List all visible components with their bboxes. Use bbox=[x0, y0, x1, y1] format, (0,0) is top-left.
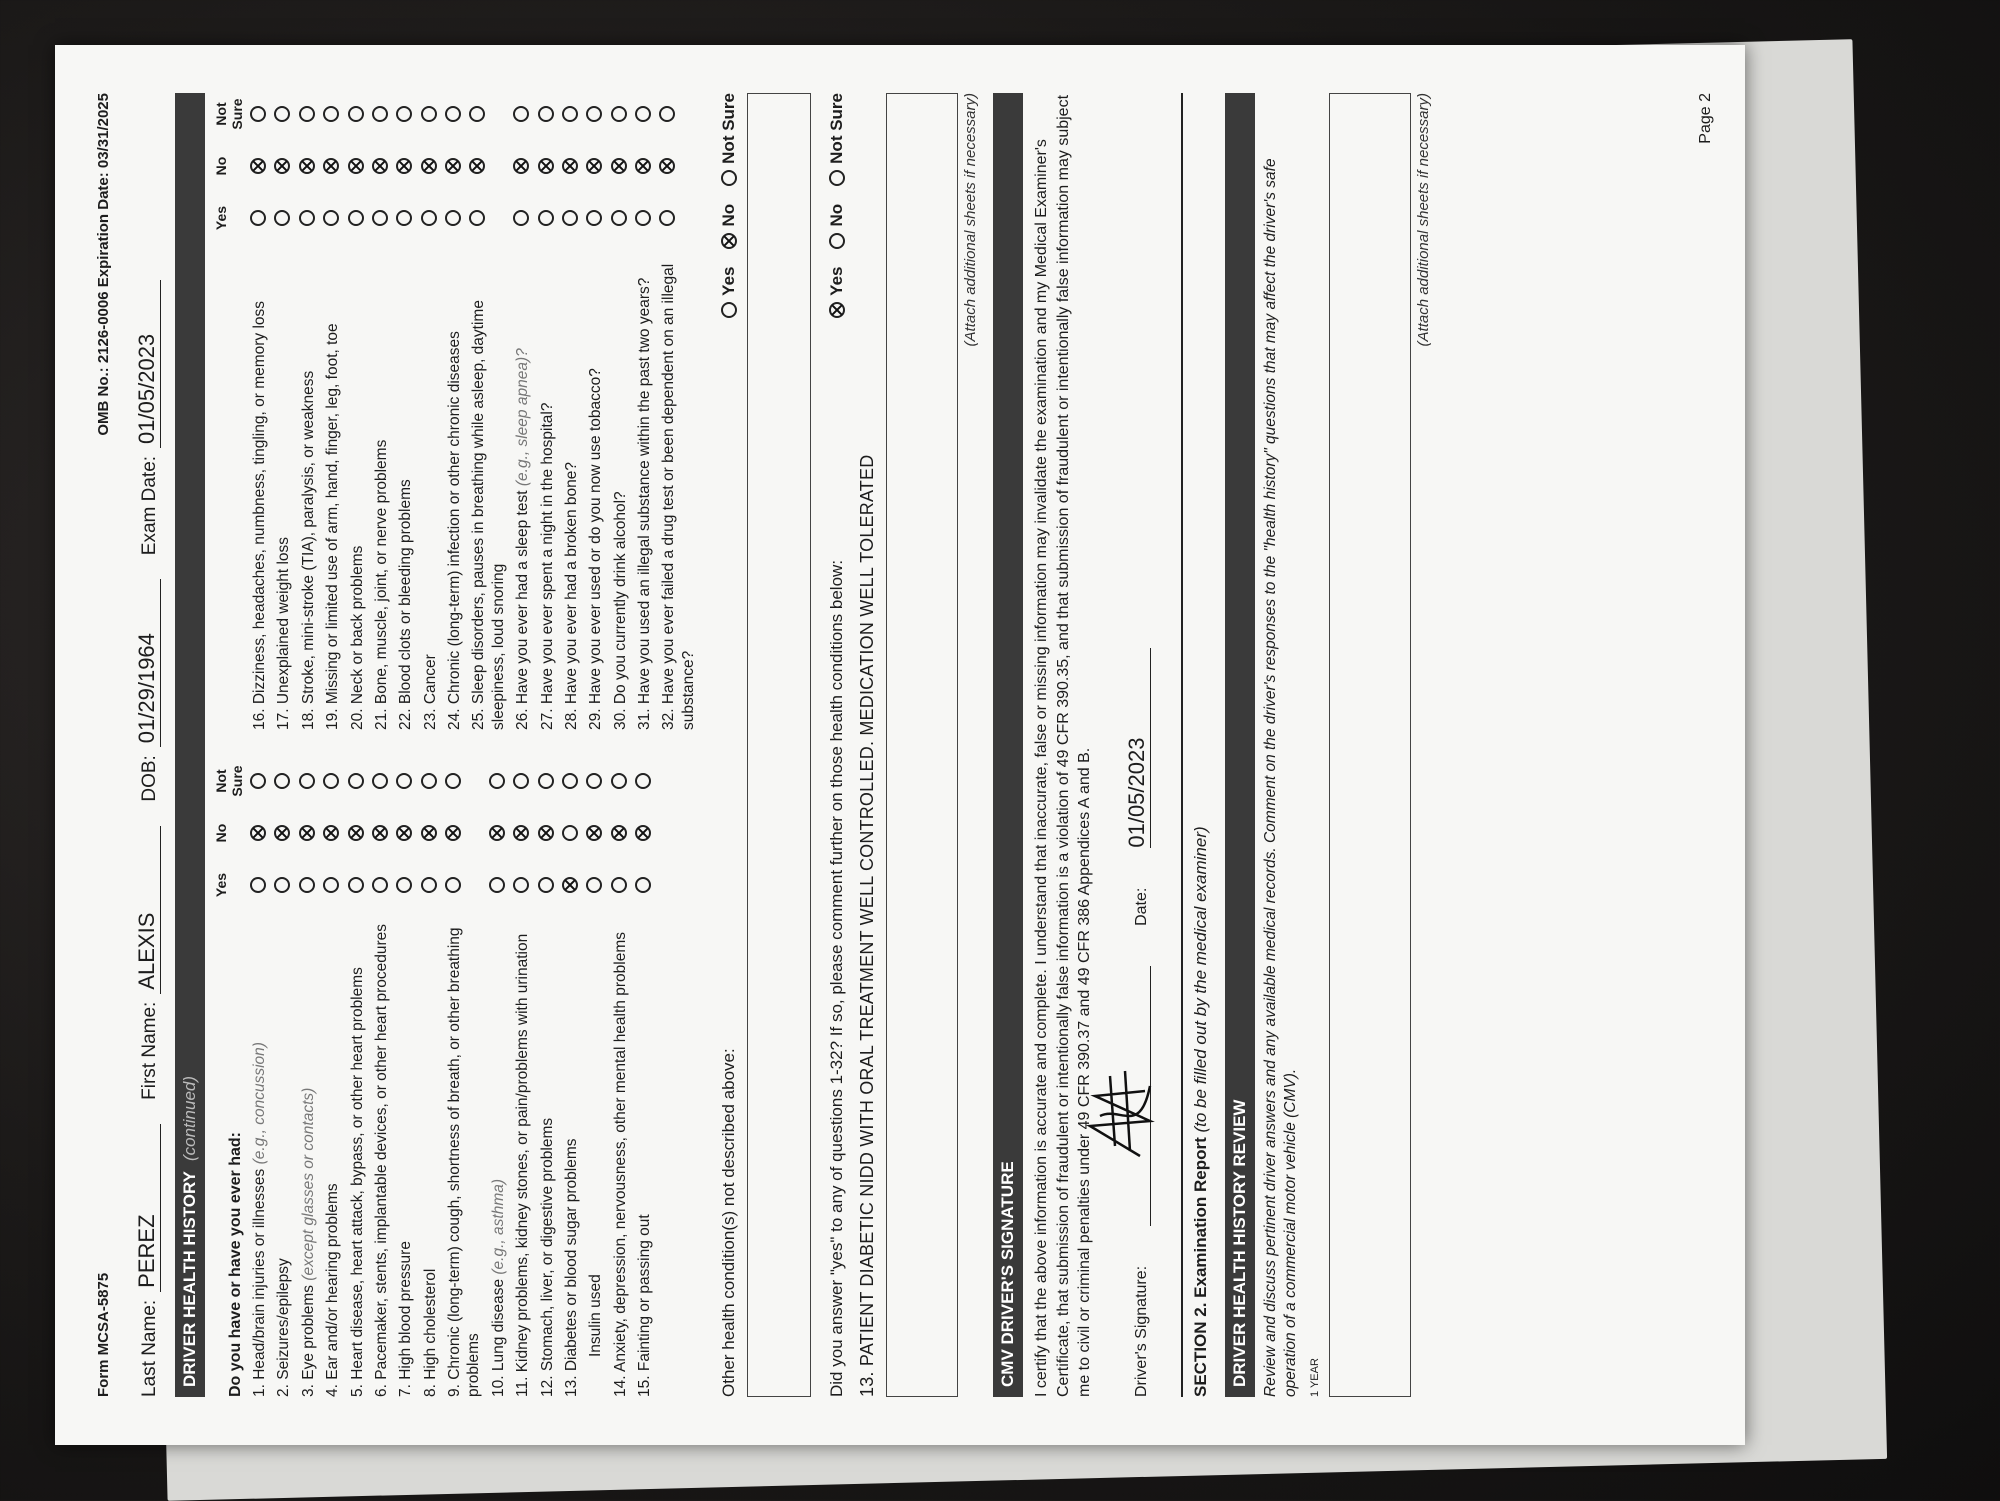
question-row bbox=[586, 93, 605, 730]
answer-yes-radio[interactable] bbox=[421, 877, 437, 893]
last-name-field: Last Name: PEREZ bbox=[134, 1124, 161, 1397]
answer-yes-radio[interactable] bbox=[513, 877, 529, 893]
driver-name-row bbox=[134, 93, 161, 1397]
answer-notsure-radio[interactable] bbox=[611, 773, 627, 789]
question-text: 14. Anxiety, depression, nervousness, other mental health problems bbox=[611, 932, 629, 1397]
answer-no-radio[interactable] bbox=[469, 158, 485, 174]
answer-notsure-radio[interactable] bbox=[562, 773, 578, 789]
answer-no-radio[interactable] bbox=[348, 158, 364, 174]
answer-notsure-radio[interactable] bbox=[396, 106, 412, 122]
signature-label: Driver's Signature: bbox=[1132, 1265, 1150, 1397]
question-row bbox=[635, 760, 654, 1397]
answer-no-radio[interactable] bbox=[445, 158, 461, 174]
answer-notsure-radio[interactable] bbox=[469, 106, 485, 122]
question-text: 25. Sleep disorders, pauses in breathing while asleep, daytime sleepiness, loud snoring bbox=[470, 300, 507, 730]
question-row bbox=[562, 760, 581, 1397]
last-name-value[interactable]: PEREZ bbox=[134, 1124, 161, 1292]
question-row bbox=[250, 760, 269, 1397]
answer-yes-radio[interactable] bbox=[299, 877, 315, 893]
answer-notsure-radio[interactable] bbox=[513, 106, 529, 122]
comment-text[interactable]: 13. PATIENT DIABETIC NIDD WITH ORAL TREATMENT WELL CONTROLLED. MEDICATION WELL TOLERATED bbox=[857, 454, 878, 1397]
question-text: 11. Kidney problems, kidney stones, or pain/problems with urination bbox=[514, 933, 532, 1397]
answer-notsure-radio[interactable] bbox=[635, 773, 651, 789]
question-hint: (e.g., sleep apnea)? bbox=[514, 348, 532, 487]
answer-no-radio[interactable] bbox=[299, 158, 315, 174]
answer-notsure-radio[interactable] bbox=[445, 773, 461, 789]
answer-no-radio[interactable] bbox=[513, 825, 529, 841]
answer-yes-radio[interactable] bbox=[274, 877, 290, 893]
signature-banner bbox=[993, 93, 1023, 1397]
question-text: 26. Have you ever had a sleep test bbox=[514, 490, 532, 730]
question-text: 12. Stomach, liver, or digestive problems bbox=[538, 1117, 556, 1397]
answer-no-radio[interactable] bbox=[611, 158, 627, 174]
answer-yes-radio[interactable] bbox=[538, 877, 554, 893]
other-conditions-label: Other health condition(s) not described above: bbox=[719, 1048, 739, 1397]
answer-no-radio[interactable] bbox=[562, 158, 578, 174]
question-text: 13. Diabetes or blood sugar problems bbox=[562, 1138, 580, 1397]
signature-date-value[interactable]: 01/05/2023 bbox=[1124, 648, 1151, 848]
other-notsure-radio[interactable] bbox=[721, 170, 737, 186]
questions-columns bbox=[213, 93, 703, 1397]
answer-notsure-radio[interactable] bbox=[538, 106, 554, 122]
question-text: 27. Have you ever spent a night in the hospital? bbox=[538, 402, 556, 730]
question-row bbox=[513, 93, 532, 730]
answer-yes-radio[interactable] bbox=[562, 877, 578, 893]
question-row bbox=[372, 93, 391, 730]
question-text: 23. Cancer bbox=[421, 654, 439, 730]
answer-no-radio[interactable] bbox=[274, 825, 290, 841]
question-text: 2. Seizures/epilepsy bbox=[275, 1258, 293, 1397]
answer-no-radio[interactable] bbox=[250, 158, 266, 174]
answer-yes-radio[interactable] bbox=[250, 877, 266, 893]
question-row bbox=[469, 93, 508, 730]
health-history-subtitle: (continued) bbox=[180, 1075, 199, 1162]
review-banner bbox=[1225, 93, 1255, 1397]
question-row bbox=[659, 93, 698, 730]
answer-no-radio[interactable] bbox=[562, 825, 578, 841]
question-row bbox=[396, 760, 415, 1397]
question-text: 31. Have you used an illegal substance within the past two years? bbox=[636, 277, 653, 730]
question-text: 19. Missing or limited use of arm, hand, finger, leg, foot, toe bbox=[324, 323, 342, 730]
answer-no-radio[interactable] bbox=[396, 825, 412, 841]
question-row bbox=[396, 93, 415, 730]
page-number: Page 2 bbox=[1697, 93, 1714, 144]
question-text: 3. Eye problems bbox=[299, 1285, 317, 1397]
handwritten-signature bbox=[1080, 1046, 1160, 1166]
answer-yes-radio[interactable] bbox=[421, 210, 437, 226]
questions-prompt: Do you have or have you ever had: bbox=[227, 1132, 244, 1397]
first-name-field: First Name: ALEXIS bbox=[134, 826, 161, 1100]
question-row bbox=[445, 93, 464, 730]
answer-no-radio[interactable] bbox=[372, 825, 388, 841]
answer-yes-radio[interactable] bbox=[396, 877, 412, 893]
question-text: 17. Unexplained weight loss bbox=[275, 536, 293, 730]
other-no-radio[interactable] bbox=[721, 233, 737, 249]
comment-attach-note: (Attach additional sheets if necessary) bbox=[962, 93, 980, 347]
answer-notsure-radio[interactable] bbox=[372, 106, 388, 122]
question-row bbox=[562, 93, 581, 730]
answer-notsure-radio[interactable] bbox=[421, 773, 437, 789]
comment-question-row bbox=[827, 93, 847, 1397]
answer-notsure-radio[interactable] bbox=[274, 773, 290, 789]
question-hint: (except glasses or contacts) bbox=[299, 1087, 317, 1281]
answer-yes-radio[interactable] bbox=[489, 877, 505, 893]
question-text: 24. Chronic (long-term) infection or other chronic diseases bbox=[446, 331, 463, 730]
first-name-value[interactable]: ALEXIS bbox=[134, 826, 161, 994]
answer-no-radio[interactable] bbox=[396, 158, 412, 174]
question-text: 20. Neck or back problems bbox=[348, 545, 366, 730]
answer-yes-radio[interactable] bbox=[513, 210, 529, 226]
other-yes-radio[interactable] bbox=[721, 302, 737, 318]
answer-no-radio[interactable] bbox=[323, 158, 339, 174]
question-text: 30. Do you currently drink alcohol? bbox=[611, 491, 629, 730]
question-hint: (e.g., concussion) bbox=[251, 1042, 268, 1165]
answer-yes-radio[interactable] bbox=[586, 210, 602, 226]
answer-no-radio[interactable] bbox=[421, 158, 437, 174]
answer-yes-radio[interactable] bbox=[611, 210, 627, 226]
question-text: 16. Dizziness, headaches, numbness, tingling, or memory loss bbox=[251, 300, 268, 730]
other-conditions-row bbox=[719, 93, 739, 1397]
question-row bbox=[323, 93, 342, 730]
certification-text: I certify that the above information is accurate and complete. I understand that inaccurate, false or missing information may invalidate the examination and my Medical Examiner's Certificate, that submission of fraudulent or intentionally false information is a violation of 49 CFR 390.35, and that submission of fraudulent or intentionally false information may subject me to civil or criminal penalties under 49 CFR 390.37 and 49 CFR 386 Appendices A and B. bbox=[1033, 94, 1094, 1397]
answer-no-radio[interactable] bbox=[445, 825, 461, 841]
comment-notsure-radio[interactable] bbox=[829, 170, 845, 186]
question-row bbox=[421, 760, 440, 1397]
answer-notsure-radio[interactable] bbox=[299, 106, 315, 122]
question-row bbox=[489, 760, 508, 1397]
dob-field: DOB: 01/29/1964 bbox=[134, 579, 161, 801]
answer-yes-radio[interactable] bbox=[348, 877, 364, 893]
question-text: 22. Blood clots or bleeding problems bbox=[397, 479, 415, 730]
exam-date-field: Exam Date: 01/05/2023 bbox=[134, 280, 161, 555]
answer-no-radio[interactable] bbox=[538, 158, 554, 174]
comment-box[interactable] bbox=[886, 93, 958, 1397]
answer-yes-radio[interactable] bbox=[445, 210, 461, 226]
comment-question-label: Did you answer "yes" to any of questions 1-32? If so, please comment further on those health conditions below: bbox=[827, 559, 847, 1397]
question-text: 1. Head/brain injuries or illnesses bbox=[251, 1168, 268, 1397]
question-row bbox=[538, 93, 557, 730]
questions-right-column: Yes No Not Sure 16. Dizziness, headaches, numbness, tingling, or memory loss 17. Unexplained weight loss 18. Stroke, mini-stroke (TIA), paralysis, or weakness 19. Missing or limited use of arm, hand, finger, leg, foot, toe 20. Neck or back problems 21. Bone, muscle, joint, or nerve problems 22. Blood clots or bleeding problems 23. Cancer 24. Chronic (long-term) infection or other chronic diseases 25. Sleep disorders, pauses in breathing while asleep, daytime sleepiness, loud snoring 26. Have you ever had a sleep test (e.g., sleep apnea)? 27. Have you ever spent a night in the hospital? 28. Have you ever had a broken bone? 29. Have you ever used or do you now use tobacco? 30. Do you currently drink alcohol? 31. Have you used an illegal substance within the past two years? 32. Have you ever failed a drug test or been dependent on an illegal substance? bbox=[213, 93, 703, 730]
question-text: 6. Pacemaker, stents, implantable devices, or other heart procedures bbox=[372, 924, 390, 1397]
question-row bbox=[611, 760, 630, 1397]
dob-value[interactable]: 01/29/1964 bbox=[134, 579, 161, 747]
answer-notsure-radio[interactable] bbox=[513, 773, 529, 789]
answer-no-radio[interactable] bbox=[586, 825, 602, 841]
signature-title: CMV DRIVER'S SIGNATURE bbox=[998, 1161, 1018, 1387]
section2-heading: SECTION 2. Examination Report (to be filled out by the medical examiner) bbox=[1181, 93, 1211, 1397]
answer-yes-radio[interactable] bbox=[323, 877, 339, 893]
question-text: 32. Have you ever failed a drug test or been dependent on an illegal substance? bbox=[660, 263, 697, 730]
answer-no-radio[interactable] bbox=[348, 825, 364, 841]
answer-notsure-radio[interactable] bbox=[299, 773, 315, 789]
form-page bbox=[55, 45, 1745, 1445]
answer-notsure-radio[interactable] bbox=[489, 773, 505, 789]
answer-no-radio[interactable] bbox=[659, 158, 675, 174]
signature-row bbox=[1110, 93, 1151, 1397]
comment-question-options: Yes No Not Sure bbox=[827, 93, 847, 318]
answer-yes-radio[interactable] bbox=[469, 210, 485, 226]
answer-no-radio[interactable] bbox=[586, 158, 602, 174]
comment-no-radio[interactable] bbox=[829, 233, 845, 249]
other-conditions-box[interactable] bbox=[747, 93, 811, 1397]
answer-yes-radio[interactable] bbox=[299, 210, 315, 226]
question-text: 15. Fainting or passing out bbox=[636, 1214, 653, 1397]
answer-notsure-radio[interactable] bbox=[445, 106, 461, 122]
answer-yes-radio[interactable] bbox=[250, 210, 266, 226]
answer-no-radio[interactable] bbox=[513, 158, 529, 174]
health-history-title: DRIVER HEALTH HISTORY bbox=[180, 1171, 199, 1387]
question-row bbox=[635, 93, 654, 730]
answer-notsure-radio[interactable] bbox=[274, 106, 290, 122]
answer-notsure-radio[interactable] bbox=[421, 106, 437, 122]
question-text: 29. Have you ever used or do you now use tobacco? bbox=[587, 368, 605, 730]
question-row bbox=[250, 93, 269, 730]
form-page-rotated bbox=[55, 45, 1745, 1445]
answer-no-radio[interactable] bbox=[489, 825, 505, 841]
answer-yes-radio[interactable] bbox=[445, 877, 461, 893]
answer-yes-radio[interactable] bbox=[586, 877, 602, 893]
answer-no-radio[interactable] bbox=[611, 825, 627, 841]
answer-notsure-radio[interactable] bbox=[323, 773, 339, 789]
answer-no-radio[interactable] bbox=[635, 158, 651, 174]
signature-date-label: Date: bbox=[1132, 887, 1150, 926]
answer-notsure-radio[interactable] bbox=[250, 106, 266, 122]
comment-yes-radio[interactable] bbox=[829, 302, 845, 318]
answer-no-radio[interactable] bbox=[250, 825, 266, 841]
year-label: 1 YEAR bbox=[1309, 1358, 1322, 1397]
review-text: Review and discuss pertinent driver answers and any available medical records. Comment on the driver's responses to the "health history" questions that may affect the driver's safe operation of a commercial motor vehicle (CMV). bbox=[1261, 158, 1300, 1397]
answer-yes-radio[interactable] bbox=[635, 877, 651, 893]
answer-notsure-radio[interactable] bbox=[323, 106, 339, 122]
answer-no-radio[interactable] bbox=[323, 825, 339, 841]
form-header bbox=[95, 93, 112, 1397]
question-row bbox=[421, 93, 440, 730]
answer-yes-radio[interactable] bbox=[372, 877, 388, 893]
other-conditions-options: Yes No Not Sure bbox=[719, 93, 739, 318]
answer-no-radio[interactable] bbox=[635, 825, 651, 841]
exam-date-value[interactable]: 01/05/2023 bbox=[134, 280, 161, 448]
question-row bbox=[348, 760, 367, 1397]
answer-yes-radio[interactable] bbox=[274, 210, 290, 226]
review-box[interactable] bbox=[1329, 93, 1411, 1397]
question-hint: (e.g., asthma) bbox=[489, 1178, 507, 1275]
answer-no-radio[interactable] bbox=[274, 158, 290, 174]
answer-no-radio[interactable] bbox=[538, 825, 554, 841]
review-attach-note: (Attach additional sheets if necessary) bbox=[1415, 93, 1433, 347]
answer-notsure-radio[interactable] bbox=[586, 773, 602, 789]
question-row bbox=[348, 93, 367, 730]
question-text: 9. Chronic (long-term) cough, shortness of breath, or other breathing problems bbox=[446, 927, 483, 1397]
question-row bbox=[299, 93, 318, 730]
question-text: 7. High blood pressure bbox=[397, 1241, 415, 1397]
questions-left-column: Do you have or have you ever had: Yes No Not Sure 1. Head/brain injuries or illnesses (e.g., concussion) 2. Seizures/epilepsy 3. Eye problems (except glasses or contacts) 4. Ear and/or hearing problems 5. Heart disease, heart attack, bypass, or other heart problems 6. Pacemaker, stents, implantable devices, or other heart procedures 7. High blood pressure 8. High cholesterol 9. Chronic (long-term) cough, shortness of breath, or other breathing problems 10. Lung disease (e.g., asthma) 11. Kidney problems, kidney stones, or pain/problems with urination 12. Stomach, liver, or digestive problems 13. Diabetes or blood sugar problems Insulin used 14. Anxiety, depression, nervousness, other mental health problems 15. Fainting or passing out bbox=[213, 760, 703, 1397]
answer-notsure-radio[interactable] bbox=[348, 106, 364, 122]
question-row bbox=[299, 760, 318, 1397]
question-text: 10. Lung disease bbox=[489, 1278, 507, 1397]
question-row bbox=[323, 760, 342, 1397]
answer-yes-radio[interactable] bbox=[635, 210, 651, 226]
answer-yes-radio[interactable] bbox=[538, 210, 554, 226]
answer-no-radio[interactable] bbox=[299, 825, 315, 841]
question-text: 5. Heart disease, heart attack, bypass, or other heart problems bbox=[348, 967, 366, 1397]
answer-notsure-radio[interactable] bbox=[659, 106, 675, 122]
answer-yes-radio[interactable] bbox=[562, 210, 578, 226]
question-row bbox=[538, 760, 557, 1397]
question-text: 28. Have you ever had a broken bone? bbox=[562, 462, 580, 730]
answer-notsure-radio[interactable] bbox=[348, 773, 364, 789]
answer-yes-radio[interactable] bbox=[372, 210, 388, 226]
answer-notsure-radio[interactable] bbox=[538, 773, 554, 789]
review-title: DRIVER HEALTH HISTORY REVIEW bbox=[1229, 1099, 1249, 1387]
answer-notsure-radio[interactable] bbox=[250, 773, 266, 789]
question-row bbox=[274, 760, 293, 1397]
answer-yes-radio[interactable] bbox=[348, 210, 364, 226]
signature-field[interactable] bbox=[1110, 966, 1151, 1226]
answer-yes-radio[interactable] bbox=[323, 210, 339, 226]
question-text: Insulin used bbox=[587, 1274, 605, 1357]
question-row bbox=[445, 760, 484, 1397]
question-row bbox=[513, 760, 532, 1397]
answer-notsure-radio[interactable] bbox=[611, 106, 627, 122]
question-row bbox=[274, 93, 293, 730]
answer-notsure-radio[interactable] bbox=[396, 773, 412, 789]
omb-number: OMB No.: 2126-0006 Expiration Date: 03/31/2025 bbox=[95, 93, 112, 436]
answer-notsure-radio[interactable] bbox=[586, 106, 602, 122]
question-row bbox=[372, 760, 391, 1397]
answer-yes-radio[interactable] bbox=[659, 210, 675, 226]
form-id: Form MCSA-5875 bbox=[95, 1272, 112, 1397]
answer-yes-radio[interactable] bbox=[396, 210, 412, 226]
answer-no-radio[interactable] bbox=[372, 158, 388, 174]
answer-notsure-radio[interactable] bbox=[372, 773, 388, 789]
answer-yes-radio[interactable] bbox=[611, 877, 627, 893]
question-text: 18. Stroke, mini-stroke (TIA), paralysis, or weakness bbox=[299, 370, 317, 730]
question-row bbox=[611, 93, 630, 730]
answer-notsure-radio[interactable] bbox=[635, 106, 651, 122]
question-row bbox=[586, 760, 605, 1397]
answer-no-radio[interactable] bbox=[421, 825, 437, 841]
question-text: 21. Bone, muscle, joint, or nerve problems bbox=[372, 439, 390, 730]
answer-notsure-radio[interactable] bbox=[562, 106, 578, 122]
question-text: 4. Ear and/or hearing problems bbox=[324, 1183, 342, 1397]
health-history-banner bbox=[175, 93, 205, 1397]
question-text: 8. High cholesterol bbox=[421, 1268, 439, 1397]
